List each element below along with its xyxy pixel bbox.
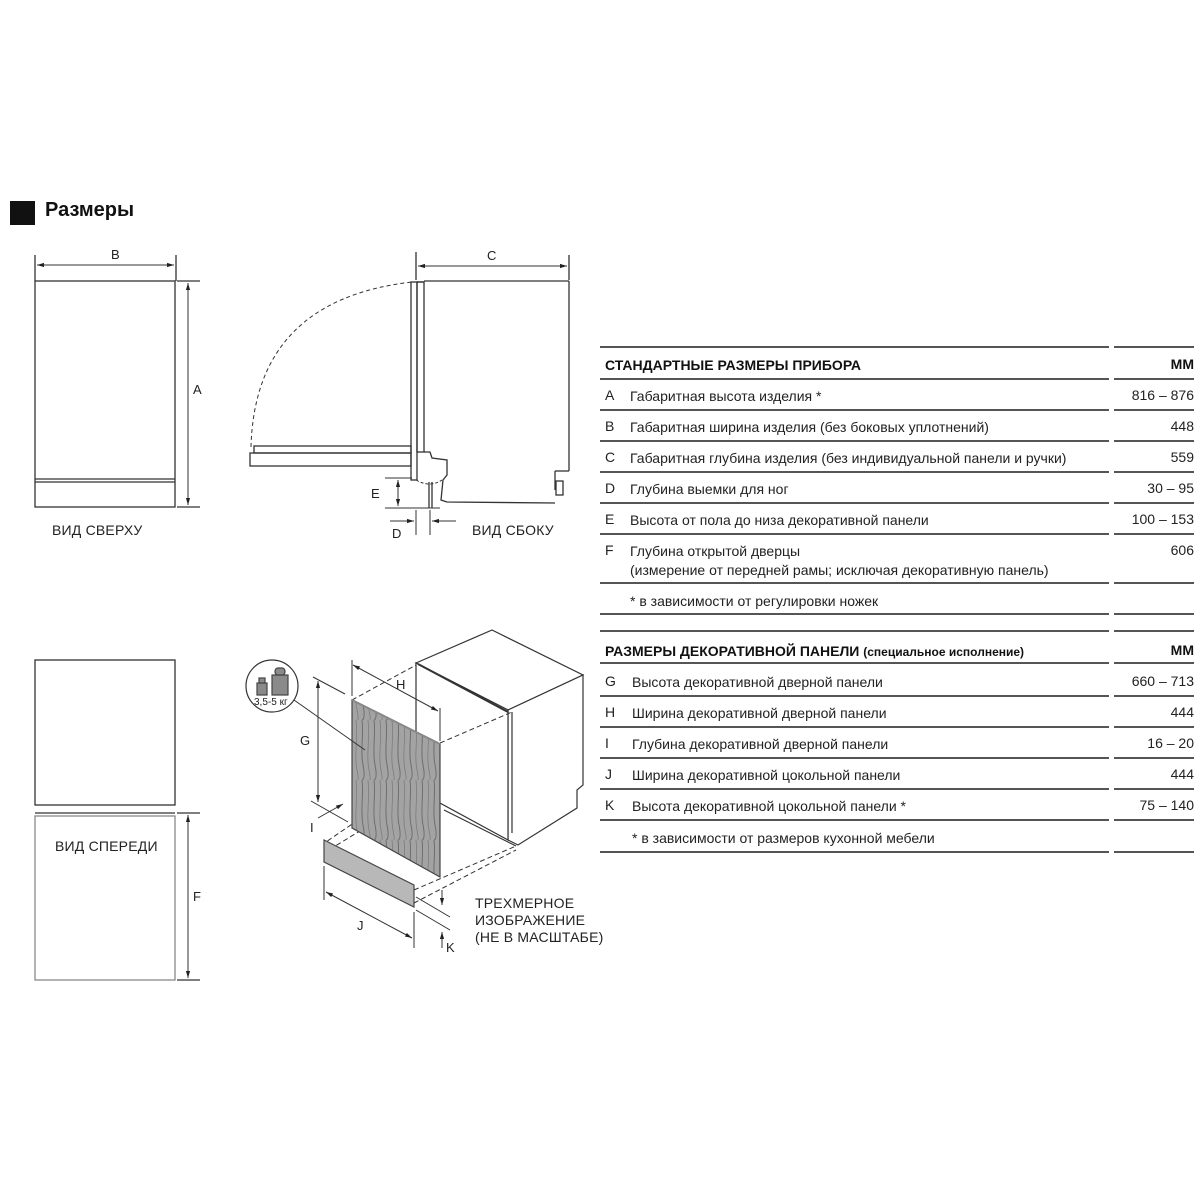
iso-caption-line-2: ИЗОБРАЖЕНИЕ	[475, 912, 586, 928]
dim-label-e: E	[371, 486, 380, 501]
dim-label-f: F	[193, 889, 201, 904]
dim-label-c: C	[487, 248, 497, 263]
row-desc-multiline: Глубина открытой дверцы (измерение от передней рамы; исключая декоративную панель)	[630, 543, 1049, 578]
rule	[600, 346, 1109, 348]
top-view-caption: ВИД СВЕРХУ	[52, 522, 143, 538]
table-header-unit: ММ	[1170, 356, 1194, 372]
dim-label-g: G	[300, 733, 311, 748]
table-header-title: РАЗМЕРЫ ДЕКОРАТИВНОЙ ПАНЕЛИ (специальное исполнение)	[605, 643, 1025, 659]
dim-label-b: B	[111, 247, 120, 262]
side-view-caption: ВИД СБОКУ	[472, 522, 554, 538]
dim-label-j: J	[357, 918, 364, 933]
rule	[1114, 346, 1194, 348]
dim-label-h: H	[396, 677, 406, 692]
dim-label-k: K	[446, 940, 455, 955]
top-view-drawing	[35, 255, 200, 507]
front-view-caption: ВИД СПЕРЕДИ	[55, 838, 158, 854]
dim-label-a: A	[193, 382, 202, 397]
iso-caption	[475, 895, 603, 946]
section-title: Размеры	[45, 199, 135, 221]
dim-label-i: I	[310, 820, 314, 835]
front-view-drawing	[35, 660, 200, 980]
iso-caption-line-1: ТРЕХМЕРНОЕ	[475, 895, 575, 911]
table-header-title: СТАНДАРТНЫЕ РАЗМЕРЫ ПРИБОРА	[605, 357, 862, 373]
iso-caption-line-3: (НЕ В МАСШТАБЕ)	[475, 929, 604, 945]
side-view-drawing	[250, 252, 569, 535]
dim-label-d: D	[392, 526, 402, 541]
table-header-unit: ММ	[1170, 642, 1194, 658]
weight-label: 3,5-5 кг	[254, 697, 288, 708]
